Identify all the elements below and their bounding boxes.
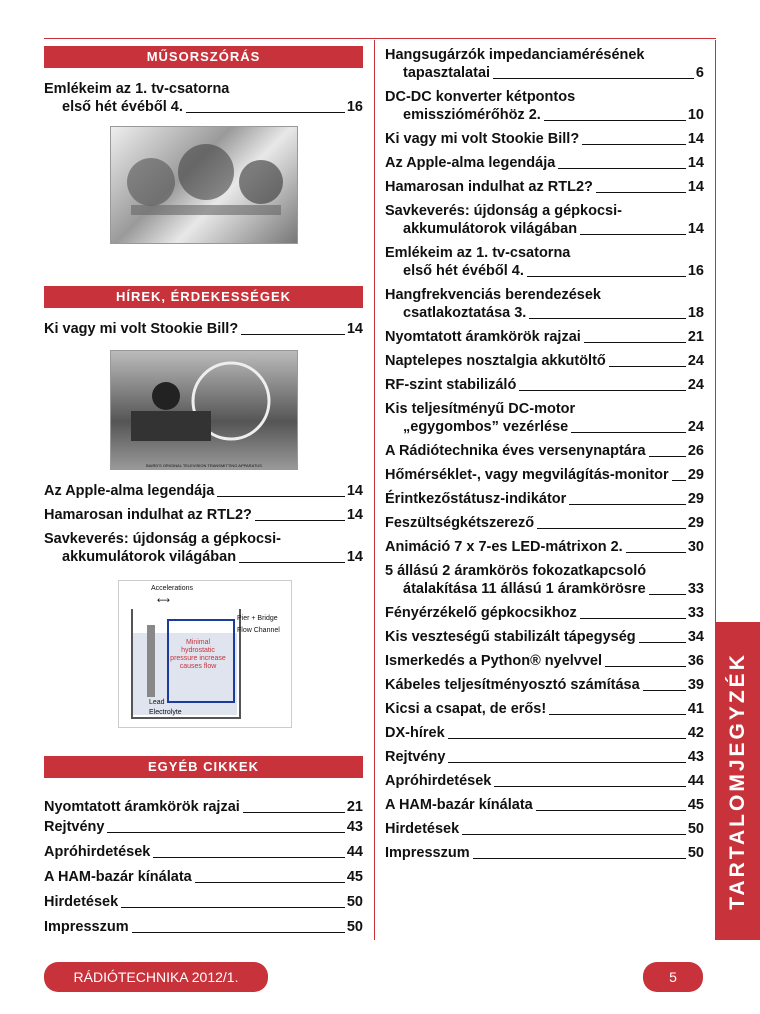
page-number: 29 xyxy=(687,491,704,507)
page-number: 21 xyxy=(687,329,704,345)
page-number: 42 xyxy=(687,725,704,741)
toc-entry[interactable]: Ki vagy mi volt Stookie Bill? 14 xyxy=(385,131,704,147)
page-number: 33 xyxy=(687,581,704,597)
diagram-label: Accelerations xyxy=(151,585,194,592)
page-number: 39 xyxy=(687,677,704,693)
tv-equipment-photo xyxy=(110,126,298,244)
toc-entry[interactable]: Hőmérséklet-, vagy megvilágítás-monitor 29 xyxy=(385,467,704,483)
page-number: 29 xyxy=(687,515,704,531)
machine-illustration xyxy=(111,127,297,243)
toc-entry[interactable]: Hamarosan indulhat az RTL2? 14 xyxy=(44,507,363,523)
page-number: 6 xyxy=(695,65,704,81)
toc-entry[interactable]: Apróhirdetések 44 xyxy=(44,844,363,860)
toc-entry[interactable]: Az Apple-alma legendája 14 xyxy=(385,155,704,171)
section-header-egyeb: EGYÉB CIKKEK xyxy=(44,756,363,778)
toc-entry[interactable]: Rejtvény 43 xyxy=(385,749,704,765)
page-number: 18 xyxy=(687,305,704,321)
page-number: 10 xyxy=(687,107,704,123)
toc-entry[interactable]: DC-DC konverter kétpontos emissziómérőhöz 2. 10 xyxy=(385,89,704,123)
magazine-footer: RÁDIÓTECHNIKA 2012/1. xyxy=(44,962,268,992)
lead-plate xyxy=(147,625,155,697)
toc-entry[interactable]: Kis teljesítményű DC-motor „egygombos” vezérlése 24 xyxy=(385,401,704,435)
page-number: 14 xyxy=(346,507,363,523)
page-number: 50 xyxy=(687,821,704,837)
page-number: 50 xyxy=(346,919,363,935)
toc-entry[interactable]: Emlékeim az 1. tv-csatorna első hét évéből 4. 16 xyxy=(44,81,363,115)
toc-entry[interactable]: Fényérzékelő gépkocsikhoz 33 xyxy=(385,605,704,621)
toc-entry[interactable]: Ismerkedés a Python® nyelvvel 36 xyxy=(385,653,704,669)
toc-entry[interactable]: Kábeles teljesítményosztó számítása 39 xyxy=(385,677,704,693)
page-number-badge: 5 xyxy=(643,962,703,992)
page-number: 14 xyxy=(346,483,363,499)
toc-entry[interactable]: Ki vagy mi volt Stookie Bill? 14 xyxy=(44,321,363,337)
page-number: 24 xyxy=(687,377,704,393)
diagram-label: Pier + Bridge xyxy=(237,615,278,622)
page-number: 43 xyxy=(346,819,363,835)
page-number: 14 xyxy=(687,221,704,237)
toc-entry[interactable]: Hirdetések 50 xyxy=(385,821,704,837)
toc-entry[interactable]: Kicsi a csapat, de erős! 41 xyxy=(385,701,704,717)
toc-entry[interactable]: Apróhirdetések 44 xyxy=(385,773,704,789)
toc-entry[interactable]: A HAM-bazár kínálata 45 xyxy=(385,797,704,813)
page-number: 24 xyxy=(687,419,704,435)
column-divider xyxy=(374,40,375,940)
battery-diagram xyxy=(118,580,292,728)
right-column xyxy=(385,46,704,868)
toc-entry[interactable]: Hangsugárzók impedanciamérésének tapasztalatai 6 xyxy=(385,47,704,81)
toc-entry[interactable]: A HAM-bazár kínálata 45 xyxy=(44,869,363,885)
toc-entry[interactable]: Savkeverés: újdonság a gépkocsi- akkumulátorok világában 14 xyxy=(385,203,704,237)
diagram-label: Lead xyxy=(149,699,165,706)
page-number: 14 xyxy=(346,549,363,565)
page-number: 26 xyxy=(687,443,704,459)
toc-list xyxy=(44,482,363,566)
toc-entry[interactable]: Naptelepes nosztalgia akkutöltő 24 xyxy=(385,353,704,369)
diagram-label: Electrolyte xyxy=(149,709,182,716)
photo-caption: BAIRD'S ORIGINAL TELEVISION TRANSMITTING APPARATUS xyxy=(146,463,262,468)
page-number: 45 xyxy=(346,869,363,885)
toc-entry[interactable]: Rejtvény 43 xyxy=(44,819,363,835)
toc-entry[interactable]: Hamarosan indulhat az RTL2? 14 xyxy=(385,179,704,195)
toc-entry[interactable]: Nyomtatott áramkörök rajzai 21 xyxy=(385,329,704,345)
page-number: 14 xyxy=(687,155,704,171)
page-number: 24 xyxy=(687,353,704,369)
toc-entry[interactable]: 5 állású 2 áramkörös fokozatkapcsoló átalakítása 11 állású 1 áramkörösre 33 xyxy=(385,563,704,597)
top-rule xyxy=(44,38,716,39)
baird-apparatus-photo xyxy=(110,350,298,470)
diagram-label: Flow Channel xyxy=(237,627,280,634)
page-number: 14 xyxy=(687,179,704,195)
toc-entry[interactable]: Hangfrekvenciás berendezések csatlakoztatása 3. 18 xyxy=(385,287,704,321)
sidebar-tab: TARTALOMJEGYZÉK xyxy=(716,622,760,940)
page-number: 33 xyxy=(687,605,704,621)
page-number: 45 xyxy=(687,797,704,813)
toc-entry[interactable]: Nyomtatott áramkörök rajzai 21 xyxy=(44,799,363,815)
page-number: 16 xyxy=(346,99,363,115)
toc-list xyxy=(44,798,363,936)
toc-entry[interactable]: Animáció 7 x 7-es LED-mátrixon 2. 30 xyxy=(385,539,704,555)
diagram-label: Minimal hydrostatic pressure increase causes flow xyxy=(170,639,226,670)
apparatus-illustration xyxy=(111,351,297,459)
arrow-icon: ⟷ xyxy=(157,595,170,605)
toc-entry[interactable]: Emlékeim az 1. tv-csatorna első hét évéből 4. 16 xyxy=(385,245,704,279)
toc-entry[interactable]: Impresszum 50 xyxy=(44,919,363,935)
page-number: 14 xyxy=(346,321,363,337)
toc-entry[interactable]: Impresszum 50 xyxy=(385,845,704,861)
toc-entry[interactable]: Feszültségkétszerező 29 xyxy=(385,515,704,531)
left-column xyxy=(44,46,363,943)
toc-entry[interactable]: Kis veszteségű stabilizált tápegység 34 xyxy=(385,629,704,645)
toc-entry[interactable]: RF-szint stabilizáló 24 xyxy=(385,377,704,393)
toc-entry[interactable]: A Rádiótechnika éves versenynaptára 26 xyxy=(385,443,704,459)
page-number: 21 xyxy=(346,799,363,815)
page-number: 14 xyxy=(687,131,704,147)
page-number: 34 xyxy=(687,629,704,645)
page-number: 43 xyxy=(687,749,704,765)
page-number: 29 xyxy=(687,467,704,483)
toc-entry[interactable]: Az Apple-alma legendája 14 xyxy=(44,483,363,499)
page-number: 44 xyxy=(346,844,363,860)
page-number: 50 xyxy=(687,845,704,861)
section-header-hirek: HÍREK, ÉRDEKESSÉGEK xyxy=(44,286,363,308)
page-number: 41 xyxy=(687,701,704,717)
section-header-musorszoras: MŰSORSZÓRÁS xyxy=(44,46,363,68)
toc-entry[interactable]: Érintkezőstátusz-indikátor 29 xyxy=(385,491,704,507)
toc-entry[interactable]: DX-hírek 42 xyxy=(385,725,704,741)
page-number: 50 xyxy=(346,894,363,910)
toc-entry[interactable]: Hirdetések 50 xyxy=(44,894,363,910)
toc-entry[interactable]: Savkeverés: újdonság a gépkocsi- akkumulátorok világában 14 xyxy=(44,531,363,565)
page-number: 44 xyxy=(687,773,704,789)
page-number: 30 xyxy=(687,539,704,555)
page-number: 36 xyxy=(687,653,704,669)
page-number: 16 xyxy=(687,263,704,279)
